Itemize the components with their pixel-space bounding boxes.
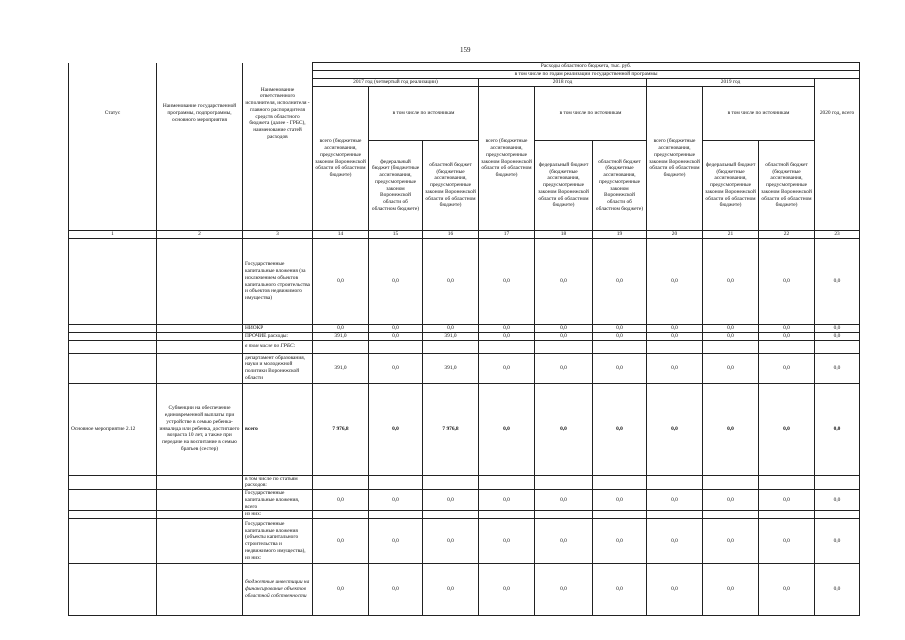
column-number: 22 <box>759 231 815 239</box>
value-cell: 0,0 <box>647 519 703 564</box>
value-cell: 0,0 <box>647 353 703 383</box>
column-number: 1 <box>69 231 157 239</box>
value-cell: 0,0 <box>313 490 369 511</box>
value-cell: 0,0 <box>815 519 860 564</box>
status-cell <box>69 519 157 564</box>
value-cell: 7 976,8 <box>423 383 479 475</box>
table-row <box>69 239 860 325</box>
column-number: 2 <box>157 231 243 239</box>
value-cell <box>423 340 479 353</box>
value-cell: 0,0 <box>479 239 535 325</box>
executor-header: Наименование ответственного исполнителя, исполнителя - главного распорядителя средств областного бюджета (далее - ГРБС), наименование статей расходов <box>243 87 313 141</box>
value-cell: 0,0 <box>479 519 535 564</box>
value-cell: 0,0 <box>423 519 479 564</box>
federal-2018-header: федеральный бюджет (бюджетные ассигнования, предусмотренные законом Воронежской области об областном бюджете) <box>535 141 593 231</box>
status-cell <box>69 490 157 511</box>
value-cell <box>479 340 535 353</box>
value-cell <box>759 340 815 353</box>
value-cell: 0,0 <box>423 564 479 616</box>
value-cell: 0,0 <box>647 490 703 511</box>
status-cell <box>69 564 157 616</box>
value-cell: 0,0 <box>647 239 703 325</box>
executor-cell: Государственные капитальные вложения (за исключением объектов капитального строительства и объектов недвижимого имущества) <box>243 239 313 325</box>
value-cell <box>479 475 535 490</box>
status-cell <box>69 340 157 353</box>
value-cell: 0,0 <box>815 490 860 511</box>
value-cell <box>703 475 759 490</box>
value-cell: 0,0 <box>369 564 423 616</box>
value-cell: 0,0 <box>423 490 479 511</box>
value-cell <box>703 511 759 519</box>
value-cell: 0,0 <box>535 353 593 383</box>
column-number: 14 <box>313 231 369 239</box>
value-cell: 0,0 <box>703 353 759 383</box>
value-cell: 0,0 <box>479 353 535 383</box>
column-number: 19 <box>593 231 647 239</box>
year-2019-header: 2019 год <box>647 79 815 87</box>
value-cell: 0,0 <box>369 383 423 475</box>
program-name-cell <box>157 475 243 490</box>
table-row <box>69 490 860 511</box>
value-cell: 0,0 <box>535 239 593 325</box>
column-number: 23 <box>815 231 860 239</box>
value-cell <box>313 340 369 353</box>
executor-cell: бюджетные инвестиции на финансирование объектов областной собственности <box>243 564 313 616</box>
value-cell <box>759 511 815 519</box>
value-cell: 0,0 <box>479 383 535 475</box>
value-cell: 0,0 <box>423 239 479 325</box>
value-cell <box>369 511 423 519</box>
value-cell: 0,0 <box>647 383 703 475</box>
column-number: 3 <box>243 231 313 239</box>
table-row <box>69 353 860 383</box>
value-cell: 391,0 <box>423 332 479 340</box>
table-row <box>69 325 860 333</box>
value-cell <box>423 511 479 519</box>
page-number: 159 <box>460 46 471 54</box>
value-cell: 0,0 <box>535 383 593 475</box>
value-cell: 0,0 <box>593 353 647 383</box>
value-cell: 0,0 <box>535 332 593 340</box>
executor-cell: Государственные капитальные вложения, всего <box>243 490 313 511</box>
value-cell: 0,0 <box>479 325 535 333</box>
value-cell: 0,0 <box>759 353 815 383</box>
value-cell: 0,0 <box>815 383 860 475</box>
program-name-cell <box>157 325 243 333</box>
value-cell: 0,0 <box>703 325 759 333</box>
table-row <box>69 519 860 564</box>
value-cell: 0,0 <box>593 383 647 475</box>
value-cell <box>815 340 860 353</box>
value-cell: 391,0 <box>423 353 479 383</box>
value-cell <box>593 340 647 353</box>
column-number: 20 <box>647 231 703 239</box>
value-cell: 0,0 <box>703 383 759 475</box>
executor-cell: в том числе по ГРБС: <box>243 340 313 353</box>
program-name-cell: Субвенции на обеспечение единовременной выплаты при устройстве в семью ребенка-инвалида или ребенка, достигшего возраста 10 лет, а также при передаче на воспитание в семью братьев (сестер) <box>157 383 243 475</box>
value-cell: 0,0 <box>369 519 423 564</box>
value-cell: 0,0 <box>593 519 647 564</box>
table-row <box>69 383 860 475</box>
value-cell: 0,0 <box>815 353 860 383</box>
program-name-cell <box>157 564 243 616</box>
value-cell: 0,0 <box>647 564 703 616</box>
column-number: 17 <box>479 231 535 239</box>
column-number: 21 <box>703 231 759 239</box>
column-numbers-row <box>69 231 860 239</box>
value-cell <box>369 340 423 353</box>
regional-2017-header: областной бюджет (бюджетные ассигнования, предусмотренные законом Воронежской области об областном бюджете) <box>423 141 479 231</box>
value-cell: 0,0 <box>535 564 593 616</box>
value-cell: 0,0 <box>815 239 860 325</box>
executor-cell: Государственные капитальные вложения (объекты капитального строительства и недвижимого имущества), из них: <box>243 519 313 564</box>
table-row <box>69 340 860 353</box>
executor-cell: НИОКР <box>243 325 313 333</box>
column-number: 15 <box>369 231 423 239</box>
value-cell <box>313 475 369 490</box>
value-cell: 0,0 <box>313 325 369 333</box>
budget-table <box>68 62 860 616</box>
value-cell <box>647 340 703 353</box>
status-cell: Основное мероприятие 2.12 <box>69 383 157 475</box>
status-cell <box>69 239 157 325</box>
value-cell <box>593 511 647 519</box>
value-cell <box>593 475 647 490</box>
column-number: 16 <box>423 231 479 239</box>
value-cell <box>535 340 593 353</box>
value-cell: 0,0 <box>369 332 423 340</box>
year-2018-header: 2018 год <box>479 79 647 87</box>
sources-2017-header: в том числе по источникам <box>369 87 479 141</box>
value-cell: 0,0 <box>369 325 423 333</box>
value-cell: 0,0 <box>759 519 815 564</box>
year-2017-header: 2017 год (четвертый год реализации) <box>313 79 479 87</box>
status-cell <box>69 332 157 340</box>
value-cell: 0,0 <box>759 564 815 616</box>
sources-2019-header: в том числе по источникам <box>703 87 815 141</box>
program-name-cell <box>157 332 243 340</box>
value-cell: 0,0 <box>479 490 535 511</box>
value-cell <box>313 511 369 519</box>
value-cell <box>647 511 703 519</box>
total-2019-header: всего (бюджетные ассигнования, предусмотренные законом Воронежской области об областном бюджете) <box>647 87 703 231</box>
total-2018-header: всего (бюджетные ассигнования, предусмотренные законом Воронежской области об областном бюджете) <box>479 87 535 231</box>
value-cell: 0,0 <box>369 490 423 511</box>
table-row <box>69 564 860 616</box>
value-cell: 0,0 <box>369 353 423 383</box>
table-row <box>69 511 860 519</box>
value-cell: 0,0 <box>815 332 860 340</box>
value-cell <box>815 475 860 490</box>
program-name-cell <box>157 353 243 383</box>
executor-cell: всего <box>243 383 313 475</box>
program-name-header: Наименование государственной программы, подпрограммы, основного мероприятия <box>157 87 243 141</box>
value-cell: 0,0 <box>647 332 703 340</box>
value-cell <box>369 475 423 490</box>
value-cell: 0,0 <box>703 239 759 325</box>
table-row <box>69 475 860 490</box>
value-cell: 0,0 <box>703 519 759 564</box>
value-cell <box>535 511 593 519</box>
program-name-cell <box>157 511 243 519</box>
value-cell <box>535 475 593 490</box>
value-cell: 391,0 <box>313 353 369 383</box>
value-cell: 0,0 <box>759 490 815 511</box>
value-cell: 0,0 <box>369 239 423 325</box>
expenses-header: Расходы областного бюджета, тыс. руб. <box>313 63 860 71</box>
status-cell <box>69 325 157 333</box>
value-cell: 391,0 <box>313 332 369 340</box>
value-cell: 0,0 <box>423 325 479 333</box>
value-cell: 0,0 <box>593 490 647 511</box>
federal-2019-header: федеральный бюджет (бюджетные ассигнования, предусмотренные законом Воронежской области об областном бюджете) <box>703 141 759 231</box>
executor-cell: в том числе по статьям расходов: <box>243 475 313 490</box>
value-cell <box>703 340 759 353</box>
regional-2019-header: областной бюджет (бюджетные ассигнования, предусмотренные законом Воронежской области об областном бюджете) <box>759 141 815 231</box>
value-cell <box>759 475 815 490</box>
value-cell: 0,0 <box>759 239 815 325</box>
value-cell: 0,0 <box>647 325 703 333</box>
program-name-cell <box>157 490 243 511</box>
federal-2017-header: федеральный бюджет (бюджетные ассигнования, предусмотренные законом Воронежской области об областном бюджете) <box>369 141 423 231</box>
value-cell: 0,0 <box>479 564 535 616</box>
value-cell: 0,0 <box>593 325 647 333</box>
status-header: Статус <box>69 87 157 141</box>
sources-2018-header: в том числе по источникам <box>535 87 647 141</box>
status-cell <box>69 475 157 490</box>
value-cell: 0,0 <box>703 332 759 340</box>
value-cell <box>423 475 479 490</box>
column-number: 18 <box>535 231 593 239</box>
program-name-cell <box>157 519 243 564</box>
value-cell: 7 976,8 <box>313 383 369 475</box>
value-cell: 0,0 <box>703 564 759 616</box>
value-cell: 0,0 <box>815 564 860 616</box>
total-2017-header: всего (бюджетные ассигнования, предусмотренные законом Воронежской области об областном бюджете) <box>313 87 369 231</box>
value-cell: 0,0 <box>815 325 860 333</box>
value-cell: 0,0 <box>593 564 647 616</box>
value-cell: 0,0 <box>535 490 593 511</box>
value-cell: 0,0 <box>759 325 815 333</box>
program-name-cell <box>157 239 243 325</box>
value-cell: 0,0 <box>313 239 369 325</box>
value-cell: 0,0 <box>759 383 815 475</box>
by-year-header: в том числе по годам реализации государственной программы <box>313 71 860 79</box>
value-cell: 0,0 <box>479 332 535 340</box>
value-cell <box>647 475 703 490</box>
status-cell <box>69 511 157 519</box>
regional-2018-header: областной бюджет (бюджетные ассигнования, предусмотренные законом Воронежской области об областном бюджете) <box>593 141 647 231</box>
value-cell: 0,0 <box>759 332 815 340</box>
value-cell: 0,0 <box>535 325 593 333</box>
value-cell: 0,0 <box>313 519 369 564</box>
year-2020-header: 2020 год, всего <box>815 87 860 141</box>
value-cell <box>815 511 860 519</box>
executor-cell: ПРОЧИЕ расходы: <box>243 332 313 340</box>
value-cell: 0,0 <box>703 490 759 511</box>
program-name-cell <box>157 340 243 353</box>
value-cell: 0,0 <box>593 332 647 340</box>
executor-cell: из них: <box>243 511 313 519</box>
value-cell: 0,0 <box>535 519 593 564</box>
value-cell: 0,0 <box>593 239 647 325</box>
status-cell <box>69 353 157 383</box>
executor-cell: департамент образования, науки и молодежной политики Воронежской области <box>243 353 313 383</box>
value-cell: 0,0 <box>313 564 369 616</box>
value-cell <box>479 511 535 519</box>
table-row <box>69 332 860 340</box>
